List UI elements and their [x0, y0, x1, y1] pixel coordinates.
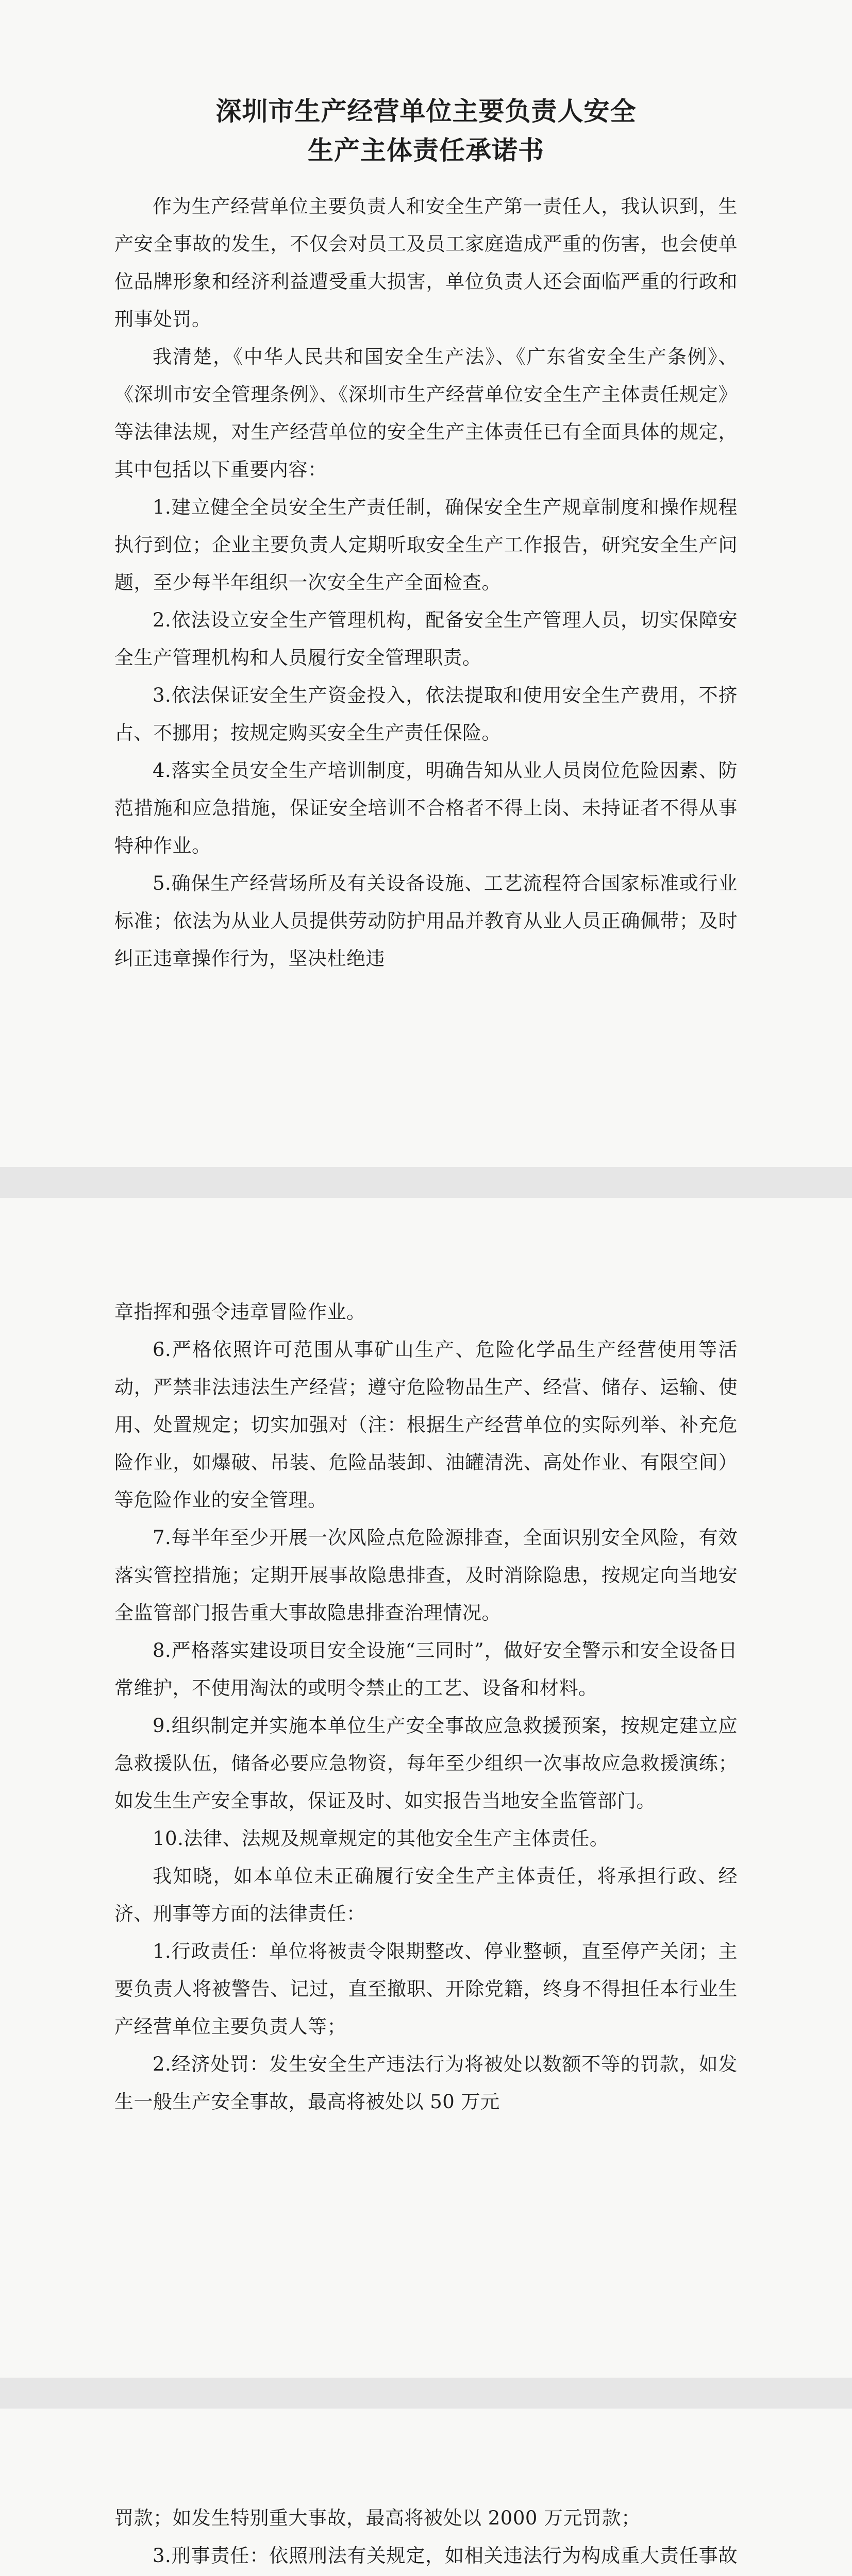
title-line-1: 深圳市生产经营单位主要负责人安全 — [215, 96, 637, 126]
paragraph-continued: 章指挥和强令违章冒险作业。 — [114, 1301, 366, 1323]
paragraph: 3.刑事责任：依照刑法有关规定，如相关违法行为构成重大责任事故 — [153, 2545, 738, 2567]
paragraph: 作为生产经营单位主要负责人和安全生产第一责任人，我认识到，生产安全事故的发生，不仅会对员工及员工家庭造成严重的伤害，也会使单位品牌形象和经济利益遭受重大损害，单位负责人还会面临严重的行政和刑事处罚。 — [114, 195, 738, 330]
paragraph: 1.建立健全全员安全生产责任制，确保安全生产规章制度和操作规程执行到位；企业主要负责人定期听取安全生产工作报告，研究安全生产问题，至少每半年组织一次安全生产全面检查。 — [114, 496, 738, 594]
document-page-1 — [0, 0, 852, 1167]
paragraph: 1.行政责任：单位将被责令限期整改、停业整顿，直至停产关闭；主要负责人将被警告、记过，直至撤职、开除党籍，终身不得担任本行业生产经营单位主要负责人等； — [114, 1940, 738, 2038]
paragraph: 9.组织制定并实施本单位生产安全事故应急救援预案，按规定建立应急救援队伍，储备必要应急物资，每年至少组织一次事故应急救援演练；如发生生产安全事故，保证及时、如实报告当地安全监管部门。 — [114, 1715, 738, 1812]
document-page-2 — [0, 1198, 852, 2378]
paragraph-continued: 罚款；如发生特别重大事故，最高将被处以 2000 万元罚款； — [114, 2507, 641, 2529]
paragraph: 2.经济处罚：发生安全生产违法行为将被处以数额不等的罚款，如发生一般生产安全事故，最高将被处以 50 万元 — [114, 2053, 738, 2113]
paragraph: 10.法律、法规及规章规定的其他安全生产主体责任。 — [153, 1827, 609, 1850]
paragraph: 8.严格落实建设项目安全设施“三同时”，做好安全警示和安全设备日常维护，不使用淘汰的或明令禁止的工艺、设备和材料。 — [114, 1639, 738, 1699]
paragraph: 我知晓，如本单位未正确履行安全生产主体责任，将承担行政、经济、刑事等方面的法律责任： — [114, 1865, 738, 1925]
paragraph: 4.落实全员安全生产培训制度，明确告知从业人员岗位危险因素、防范措施和应急措施，保证安全培训不合格者不得上岗、未持证者不得从事特种作业。 — [114, 759, 738, 857]
paragraph: 7.每半年至少开展一次风险点危险源排查，全面识别安全风险，有效落实管控措施；定期开展事故隐患排查，及时消除隐患，按规定向当地安全监管部门报告重大事故隐患排查治理情况。 — [114, 1527, 738, 1624]
document-title — [114, 92, 738, 170]
document-page-3 — [0, 2409, 852, 2576]
paragraph: 2.依法设立安全生产管理机构，配备安全生产管理人员，切实保障安全生产管理机构和人员履行安全管理职责。 — [114, 609, 738, 669]
paragraph: 5.确保生产经营场所及有关设备设施、工艺流程符合国家标准或行业标准；依法为从业人员提供劳动防护用品并教育从业人员正确佩带；及时纠正违章操作行为，坚决杜绝违 — [114, 872, 738, 970]
paragraph: 我清楚，《中华人民共和国安全生产法》、《广东省安全生产条例》、《深圳市安全管理条例》、《深圳市生产经营单位安全生产主体责任规定》等法律法规，对生产经营单位的安全生产主体责任已有全面具体的规定，其中包括以下重要内容： — [114, 346, 738, 481]
paragraph: 6.严格依照许可范围从事矿山生产、危险化学品生产经营使用等活动，严禁非法违法生产经营；遵守危险物品生产、经营、储存、运输、使用、处置规定；切实加强对（注：根据生产经营单位的实际列举、补充危险作业，如爆破、吊装、危险品装卸、油罐清洗、高处作业、有限空间）等危险作业的安全管理。 — [114, 1338, 738, 1511]
paragraph: 3.依法保证安全生产资金投入，依法提取和使用安全生产费用，不挤占、不挪用；按规定购买安全生产责任保险。 — [114, 684, 738, 744]
title-line-2: 生产主体责任承诺书 — [308, 135, 544, 165]
